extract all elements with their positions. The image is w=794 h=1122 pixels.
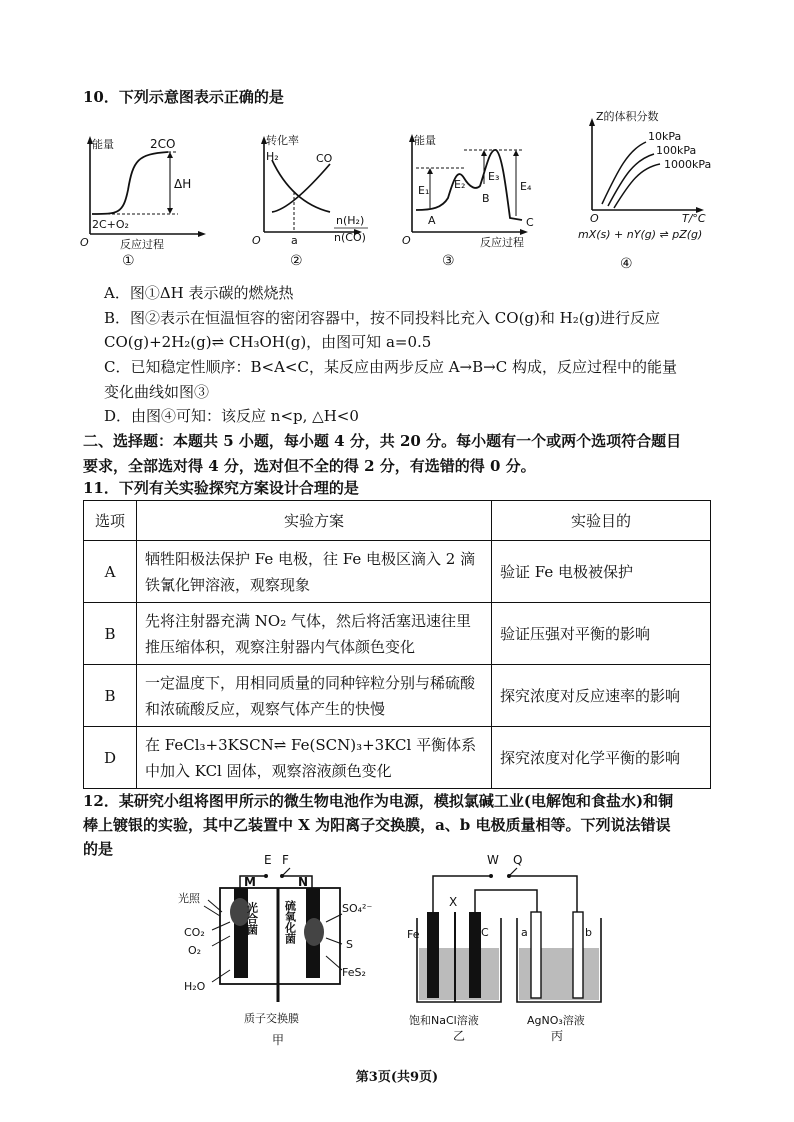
svg-text:CO₂: CO₂: [184, 926, 205, 939]
svg-text:Q: Q: [513, 853, 523, 867]
svg-text:O: O: [80, 236, 89, 249]
svg-text:a: a: [521, 926, 528, 939]
row-plan: 先将注射器充满 NO₂ 气体，然后将活塞迅速往里推压缩体积，观察注射器内气体颜色变化: [137, 603, 492, 665]
svg-text:H₂O: H₂O: [184, 980, 206, 993]
fig1-curve: [92, 152, 168, 214]
header-plan: 实验方案: [137, 501, 492, 541]
svg-text:N: N: [298, 875, 309, 889]
svg-text:CO: CO: [316, 152, 333, 165]
svg-text:③: ③: [442, 253, 455, 269]
svg-text:光合菌: 光合菌: [245, 902, 259, 935]
svg-text:X: X: [449, 895, 458, 909]
svg-text:mX(s) + nY(g) ⇌ pZ(g): mX(s) + nY(g) ⇌ pZ(g): [578, 228, 703, 241]
fig1-ylabel: 能量: [92, 138, 114, 151]
svg-text:能量: 能量: [414, 134, 436, 147]
svg-text:n(CO): n(CO): [334, 231, 366, 244]
q10-title: 10．下列示意图表示正确的是: [83, 88, 284, 106]
svg-text:反应过程: 反应过程: [480, 236, 524, 249]
svg-text:n(H₂): n(H₂): [336, 214, 365, 227]
fig1-bottom-label: 2C+O₂: [92, 218, 129, 231]
figure-4: [578, 110, 718, 275]
svg-text:F: F: [282, 853, 289, 867]
header-option: 选项: [84, 501, 137, 541]
device-yi-bing: [405, 852, 617, 1060]
electrode-a: [531, 912, 541, 998]
figure-2: [250, 128, 375, 275]
svg-text:Z的体积分数: Z的体积分数: [596, 110, 659, 123]
svg-text:O: O: [590, 212, 599, 225]
svg-text:O₂: O₂: [188, 944, 202, 957]
q10-option-d: D．由图④可知：该反应 n<p, △H<0: [104, 407, 359, 425]
svg-text:a: a: [291, 234, 298, 247]
fig2-co-curve: [272, 164, 330, 212]
svg-text:C: C: [526, 216, 534, 229]
fig1-xlabel: 反应过程: [120, 238, 164, 251]
fig3-curve: [416, 150, 522, 220]
row-option: D: [84, 727, 137, 789]
fig1-top-label: 2CO: [150, 137, 176, 151]
row-option: B: [84, 603, 137, 665]
svg-text:硫氧化菌: 硫氧化菌: [283, 900, 297, 944]
svg-text:W: W: [487, 853, 499, 867]
fig2-h2-curve: [272, 160, 330, 212]
q10-option-b-cont: CO(g)+2H₂(g)⇌ CH₃OH(g)，由图可知 a=0.5: [104, 333, 432, 351]
svg-text:A: A: [428, 214, 436, 227]
svg-text:C: C: [481, 926, 489, 939]
row-plan: 在 FeCl₃+3KSCN⇌ Fe(SCN)₃+3KCl 平衡体系中加入 KCl 固体，观察溶液颜色变化: [137, 727, 492, 789]
svg-text:E₂: E₂: [454, 178, 466, 191]
svg-text:O: O: [402, 234, 411, 247]
svg-text:光照: 光照: [178, 892, 200, 905]
svg-text:O: O: [252, 234, 261, 247]
row-goal: 探究浓度对化学平衡的影响: [492, 727, 711, 789]
header-goal: 实验目的: [492, 501, 711, 541]
device-jia: [178, 852, 378, 1060]
q11-table: [83, 500, 711, 789]
q10-option-c: C．已知稳定性顺序：B<A<C，某反应由两步反应 A→B→C 构成，反应过程中的能量: [104, 358, 677, 376]
svg-text:质子交换膜: 质子交换膜: [244, 1012, 299, 1025]
q12-line1: 12．某研究小组将图甲所示的微生物电池作为电源，模拟氯碱工业(电解饱和食盐水)和铜: [83, 792, 674, 810]
table-header-row: [84, 501, 711, 541]
svg-text:Fe: Fe: [407, 928, 420, 941]
svg-text:E: E: [264, 853, 272, 867]
svg-text:b: b: [585, 926, 592, 939]
svg-text:E₁: E₁: [418, 184, 430, 197]
svg-text:甲: 甲: [272, 1033, 285, 1047]
svg-text:乙: 乙: [453, 1029, 466, 1043]
fig1-number: ①: [122, 253, 135, 269]
row-plan: 牺牲阳极法保护 Fe 电极，往 Fe 电极区滴入 2 滴铁氰化钾溶液，观察现象: [137, 541, 492, 603]
figure-3: [402, 128, 542, 275]
svg-text:饱和NaCl溶液: 饱和NaCl溶液: [409, 1014, 479, 1027]
svg-text:FeS₂: FeS₂: [342, 966, 366, 979]
q12-line3: 的是: [83, 840, 114, 858]
row-plan: 一定温度下，用相同质量的同种锌粒分别与稀硫酸和浓硫酸反应，观察气体产生的快慢: [137, 665, 492, 727]
electrode-c: [469, 912, 481, 998]
svg-text:丙: 丙: [551, 1029, 564, 1043]
q10-option-c-cont: 变化曲线如图③: [104, 383, 210, 401]
row-option: A: [84, 541, 137, 603]
section2-line2: 要求，全部选对得 4 分，选对但不全的得 2 分，有选错的得 0 分。: [83, 457, 536, 475]
q10-option-a: A．图①ΔH 表示碳的燃烧热: [104, 284, 294, 302]
row-option: B: [84, 665, 137, 727]
row-goal: 探究浓度对反应速率的影响: [492, 665, 711, 727]
svg-text:H₂: H₂: [266, 150, 279, 163]
svg-text:E₃: E₃: [488, 170, 500, 183]
svg-text:1000kPa: 1000kPa: [664, 158, 712, 171]
electrode-fe: [427, 912, 439, 998]
q12-line2: 棒上镀银的实验，其中乙装置中 X 为阳离子交换膜，a、b 电极质量相等。下列说法错误: [83, 816, 671, 834]
row-goal: 验证 Fe 电极被保护: [492, 541, 711, 603]
row-goal: 验证压强对平衡的影响: [492, 603, 711, 665]
svg-text:E₄: E₄: [520, 180, 532, 193]
svg-text:SO₄²⁻: SO₄²⁻: [342, 902, 373, 915]
svg-text:②: ②: [290, 253, 303, 269]
table-row: [84, 727, 711, 789]
table-row: [84, 665, 711, 727]
svg-text:M: M: [244, 875, 256, 889]
fig1-dh-label: ΔH: [174, 177, 192, 191]
svg-text:S: S: [346, 938, 353, 951]
svg-text:10kPa: 10kPa: [648, 130, 682, 143]
svg-text:B: B: [482, 192, 490, 205]
electrode-b: [573, 912, 583, 998]
section2-line1: 二、选择题：本题共 5 小题，每小题 4 分，共 20 分。每小题有一个或两个选项符合题目: [83, 432, 682, 450]
svg-text:AgNO₃溶液: AgNO₃溶液: [527, 1014, 585, 1027]
svg-text:100kPa: 100kPa: [656, 144, 697, 157]
q10-option-b: B．图②表示在恒温恒容的密闭容器中，按不同投料比充入 CO(g)和 H₂(g)进行反应: [104, 309, 661, 327]
figure-1: [78, 130, 208, 275]
svg-text:转化率: 转化率: [266, 134, 299, 147]
table-row: [84, 603, 711, 665]
svg-text:④: ④: [620, 256, 633, 272]
q11-title: 11．下列有关实验探究方案设计合理的是: [83, 479, 359, 497]
table-row: [84, 541, 711, 603]
page-footer: 第3页(共9页): [355, 1070, 439, 1085]
svg-text:T/°C: T/°C: [682, 212, 706, 225]
